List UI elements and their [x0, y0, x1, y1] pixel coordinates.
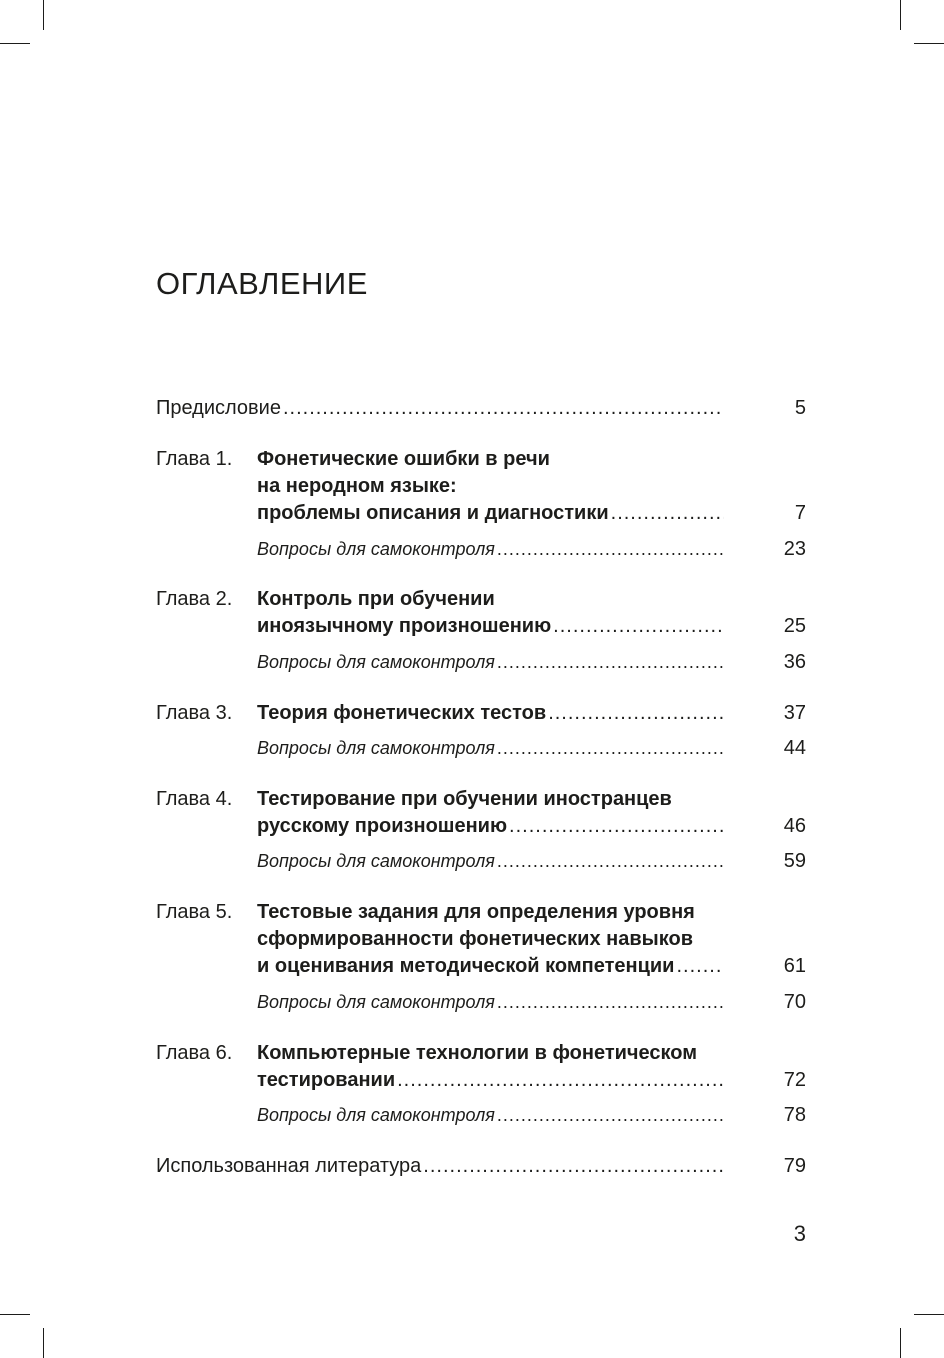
leader-dots [283, 395, 724, 422]
chapter-title-line: Фонетические ошибки в речи [257, 448, 550, 470]
chapter-title-line: Тестовые задания для определения уровня [257, 901, 695, 923]
toc-entry-label: Вопросы для самоконтроля [257, 539, 495, 559]
toc-page-number: 79 [783, 1155, 806, 1177]
toc-page-number: 25 [783, 615, 806, 637]
leader-dots [509, 813, 724, 840]
chapter-title-line: и оценивания методической компетенции [257, 955, 675, 977]
toc-entry-label: Вопросы для самоконтроля [257, 851, 495, 871]
leader-dots [497, 536, 724, 563]
chapter-label: Глава 6. [156, 1042, 233, 1064]
chapter-title-line: Тестирование при обучении иностранцев [257, 788, 672, 810]
toc-entry-preface[interactable] [156, 395, 806, 422]
toc-page-number: 70 [783, 991, 806, 1013]
leader-dots [397, 1067, 724, 1094]
chapter-label: Глава 1. [156, 448, 233, 470]
toc-page-number: 78 [783, 1104, 806, 1126]
toc-page-number: 37 [783, 702, 806, 724]
crop-mark [0, 1314, 30, 1315]
toc-entry-label: Использованная литература [156, 1155, 422, 1177]
leader-dots [497, 649, 724, 676]
crop-mark [0, 43, 30, 44]
chapter-label: Глава 5. [156, 901, 233, 923]
chapter-label: Глава 4. [156, 788, 233, 810]
toc-entry-chapter-5[interactable] [257, 953, 806, 980]
leader-dots [497, 735, 724, 762]
chapter-label: Глава 3. [156, 702, 233, 724]
toc-page-number: 46 [783, 815, 806, 837]
page-title: ОГЛАВЛЕНИЕ [156, 266, 368, 301]
chapter-title-line: проблемы описания и диагностики [257, 502, 609, 524]
crop-mark [900, 1328, 901, 1358]
toc-page-number: 7 [794, 502, 806, 524]
leader-dots [497, 1102, 724, 1129]
chapter-title-line: русскому произношению [257, 815, 508, 837]
toc-entry-chapter-1[interactable] [257, 500, 806, 527]
toc-page-number: 59 [783, 850, 806, 872]
toc-page-number: 36 [783, 651, 806, 673]
toc-entry-label: Вопросы для самоконтроля [257, 652, 495, 672]
leader-dots [497, 848, 724, 875]
toc-page-number: 5 [794, 397, 806, 419]
toc-entry-questions[interactable] [257, 848, 806, 875]
chapter-title-line: на неродном языке: [257, 475, 457, 497]
toc-page-number: 72 [783, 1069, 806, 1091]
crop-mark [43, 1328, 44, 1358]
leader-dots [497, 989, 724, 1016]
chapter-title-line: тестировании [257, 1069, 396, 1091]
leader-dots [548, 700, 724, 727]
toc-entry-questions[interactable] [257, 536, 806, 563]
crop-mark [900, 0, 901, 30]
leader-dots [423, 1153, 724, 1180]
chapter-title-line: Компьютерные технологии в фонетическом [257, 1042, 698, 1064]
toc-entry-questions[interactable] [257, 989, 806, 1016]
crop-mark [914, 43, 944, 44]
toc-entry-questions[interactable] [257, 1102, 806, 1129]
toc-entry-label: Вопросы для самоконтроля [257, 1105, 495, 1125]
chapter-label: Глава 2. [156, 588, 233, 610]
toc-page-number: 23 [783, 538, 806, 560]
crop-mark [914, 1314, 944, 1315]
toc-entry-label: Предисловие [156, 397, 281, 419]
leader-dots [611, 500, 724, 527]
crop-mark [43, 0, 44, 30]
toc-page-number: 61 [783, 955, 806, 977]
chapter-title-line: Контроль при обучении [257, 588, 495, 610]
toc-entry-chapter-4[interactable] [257, 813, 806, 840]
page-number: 3 [793, 1221, 806, 1246]
toc-entry-questions[interactable] [257, 649, 806, 676]
toc-entry-questions[interactable] [257, 735, 806, 762]
chapter-title-line: Теория фонетических тестов [257, 702, 547, 724]
toc-entry-chapter-2[interactable] [257, 613, 806, 640]
toc-entry-label: Вопросы для самоконтроля [257, 738, 495, 758]
toc-entry-chapter-3[interactable] [257, 700, 806, 727]
toc-entry-bibliography[interactable] [156, 1153, 806, 1180]
toc-entry-chapter-6[interactable] [257, 1067, 806, 1094]
toc-page-number: 44 [783, 737, 806, 759]
chapter-title-line: иноязычному произношению [257, 615, 552, 637]
leader-dots [676, 953, 724, 980]
toc-entry-label: Вопросы для самоконтроля [257, 992, 495, 1012]
chapter-title-line: сформированности фонетических навыков [257, 928, 693, 950]
leader-dots [553, 613, 724, 640]
